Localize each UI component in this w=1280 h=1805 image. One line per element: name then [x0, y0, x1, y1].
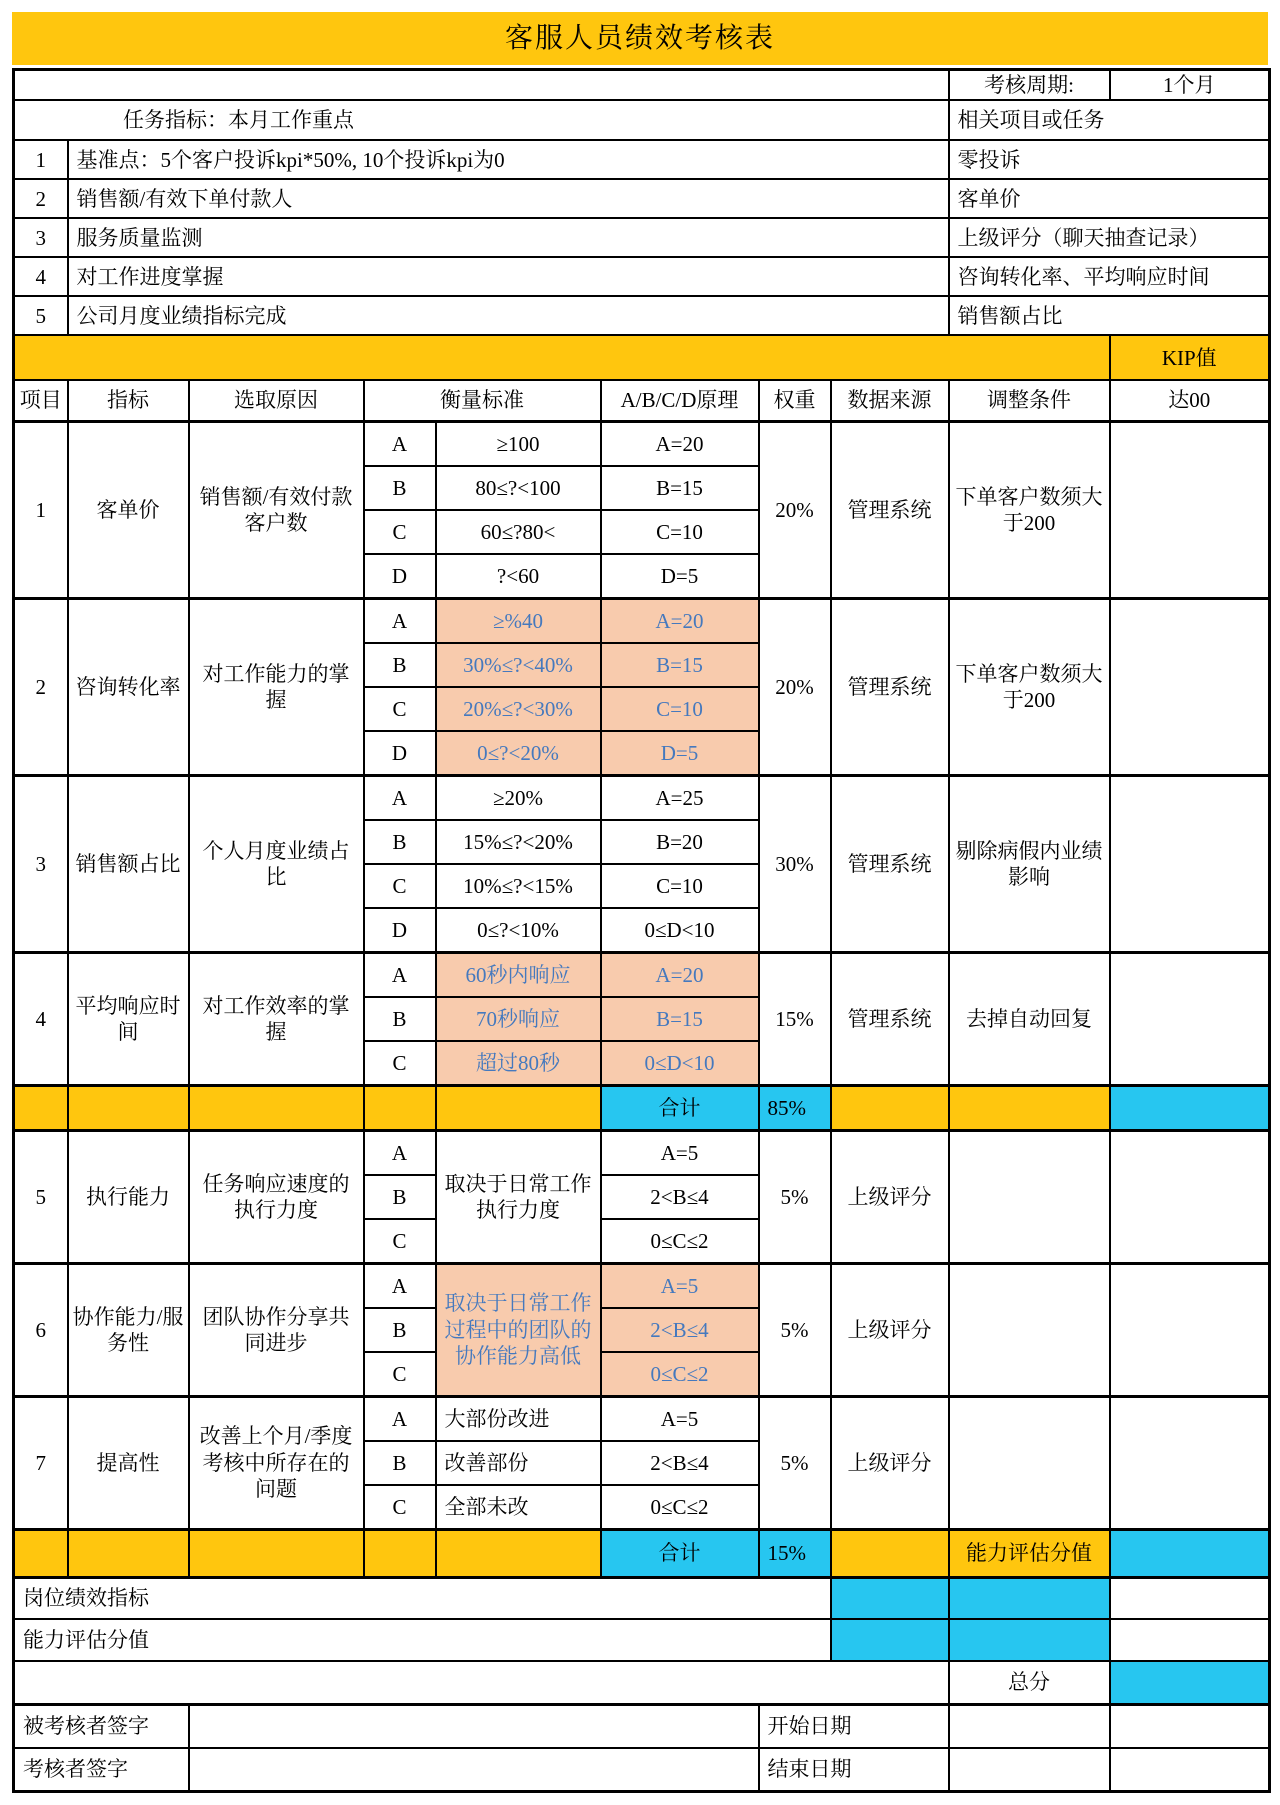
total-row [14, 1661, 1270, 1704]
task-row-content: 基准点：5个客户投诉kpi*50%, 10个投诉kpi为0 [68, 140, 949, 179]
signature-row [14, 1748, 1270, 1791]
block-reason: 改善上个月/季度考核中所存在的问题 [189, 1396, 364, 1529]
grade-letter: C [364, 1485, 436, 1530]
kip-value-cell [1110, 421, 1270, 598]
grade-letter: C [364, 1352, 436, 1397]
subtotal-filler [68, 1529, 189, 1577]
grade-principle: C=10 [601, 687, 759, 731]
grade-principle: B=15 [601, 997, 759, 1041]
end-date-label: 结束日期 [759, 1748, 949, 1791]
col-header-weight: 权重 [759, 380, 831, 421]
col-header-standard: 衡量标准 [364, 380, 601, 421]
empty-cell [1110, 1704, 1270, 1748]
task-row [14, 218, 1270, 257]
task-row-number: 5 [14, 296, 68, 335]
subtotal-row [14, 1085, 1270, 1130]
subtotal-filler [436, 1085, 601, 1130]
task-row-related: 上级评分（聊天抽查记录） [949, 218, 1270, 257]
grade-letter: B [364, 643, 436, 687]
signature-row [14, 1704, 1270, 1748]
block-source: 管理系统 [831, 421, 949, 598]
evaluation-table [12, 68, 1271, 1793]
subtotal-value: 15% [759, 1529, 831, 1577]
grade-letter: C [364, 687, 436, 731]
grade-letter: D [364, 554, 436, 599]
task-row-related: 销售额占比 [949, 296, 1270, 335]
task-row-related: 客单价 [949, 179, 1270, 218]
grade-letter: A [364, 1396, 436, 1441]
cycle-value: 1个月 [1110, 70, 1270, 101]
kip-value-cell [1110, 1396, 1270, 1529]
summary-row [14, 1577, 1270, 1619]
block-adjust [949, 1396, 1110, 1529]
grade-principle: A=20 [601, 952, 759, 997]
grade-principle: B=20 [601, 820, 759, 864]
reviewer-signature-label: 考核者签字 [14, 1748, 189, 1791]
block-weight: 30% [759, 775, 831, 952]
block-number: 3 [14, 775, 68, 952]
grade-principle: 0≤C≤2 [601, 1219, 759, 1264]
subtotal-filler [831, 1085, 949, 1130]
col-header-source: 数据来源 [831, 380, 949, 421]
block-weight: 15% [759, 952, 831, 1085]
empty-cell [14, 70, 949, 101]
kpi-block-row [14, 952, 1270, 997]
grade-letter: C [364, 1041, 436, 1086]
subtotal-kip-cell [1110, 1529, 1270, 1577]
grade-letter: A [364, 775, 436, 820]
block-number: 4 [14, 952, 68, 1085]
grade-letter: A [364, 1130, 436, 1175]
block-source: 上级评分 [831, 1263, 949, 1396]
grade-standard: ≥20% [436, 775, 601, 820]
empty-cell [14, 1661, 949, 1704]
subtotal-filler [436, 1529, 601, 1577]
grade-principle: A=25 [601, 775, 759, 820]
subtotal-filler [14, 1085, 68, 1130]
grade-principle: B=15 [601, 466, 759, 510]
subtotal-filler [949, 1085, 1110, 1130]
grade-standard: 30%≤?<40% [436, 643, 601, 687]
task-row [14, 179, 1270, 218]
block-weight: 20% [759, 598, 831, 775]
post-performance-label: 岗位绩效指标 [14, 1577, 831, 1619]
grade-principle: B=15 [601, 643, 759, 687]
block-indicator: 协作能力/服务性 [68, 1263, 189, 1396]
kip-value-cell [1110, 1263, 1270, 1396]
grade-standard: ≥%40 [436, 598, 601, 643]
grade-letter: C [364, 1219, 436, 1264]
grade-principle: A=5 [601, 1130, 759, 1175]
grade-principle: 0≤D<10 [601, 1041, 759, 1086]
grade-principle: 0≤C≤2 [601, 1352, 759, 1397]
grade-standard: 70秒响应 [436, 997, 601, 1041]
grade-standard: 60≤?80< [436, 510, 601, 554]
empty-cell [1110, 1619, 1270, 1661]
kpi-block-row [14, 1263, 1270, 1308]
end-date-cell [949, 1748, 1110, 1791]
grade-letter: A [364, 952, 436, 997]
block-weight: 5% [759, 1130, 831, 1263]
block-indicator: 咨询转化率 [68, 598, 189, 775]
grade-standard: 0≤?<20% [436, 731, 601, 776]
kip-value-cell [1110, 598, 1270, 775]
task-row-content: 销售额/有效下单付款人 [68, 179, 949, 218]
grade-letter: B [364, 820, 436, 864]
task-row [14, 296, 1270, 335]
subtotal-filler [189, 1085, 364, 1130]
block-adjust: 下单客户数须大于200 [949, 421, 1110, 598]
ability-score-header: 能力评估分值 [949, 1529, 1110, 1577]
block-adjust: 剔除病假内业绩影响 [949, 775, 1110, 952]
block-reason: 销售额/有效付款客户数 [189, 421, 364, 598]
block-source: 上级评分 [831, 1130, 949, 1263]
total-score-cell [1110, 1661, 1270, 1704]
reviewee-signature-cell [189, 1704, 759, 1748]
grade-letter: B [364, 1308, 436, 1352]
grade-principle: C=10 [601, 510, 759, 554]
grade-principle: 0≤C≤2 [601, 1485, 759, 1530]
ability-score-cell [949, 1619, 1110, 1661]
post-performance-score-cell [949, 1577, 1110, 1619]
post-performance-score-cell [831, 1577, 949, 1619]
task-row [14, 257, 1270, 296]
grade-standard: 大部份改进 [436, 1396, 601, 1441]
grade-letter: A [364, 598, 436, 643]
block-adjust: 下单客户数须大于200 [949, 598, 1110, 775]
task-row-content: 对工作进度掌握 [68, 257, 949, 296]
task-row-number: 4 [14, 257, 68, 296]
task-row-content: 服务质量监测 [68, 218, 949, 257]
grade-letter: B [364, 466, 436, 510]
grade-principle: A=20 [601, 421, 759, 466]
block-source: 管理系统 [831, 775, 949, 952]
grade-letter: D [364, 731, 436, 776]
task-row-number: 2 [14, 179, 68, 218]
grade-standard-merged: 取决于日常工作过程中的团队的协作能力高低 [436, 1263, 601, 1396]
kpi-block-row [14, 775, 1270, 820]
block-number: 1 [14, 421, 68, 598]
subtotal-value: 85% [759, 1085, 831, 1130]
task-indicator-header: 任务指标：本月工作重点 [14, 100, 949, 140]
block-reason: 团队协作分享共同进步 [189, 1263, 364, 1396]
block-reason: 对工作效率的掌握 [189, 952, 364, 1085]
subtotal-filler [831, 1529, 949, 1577]
grade-letter: A [364, 1263, 436, 1308]
block-weight: 20% [759, 421, 831, 598]
grade-letter: D [364, 908, 436, 953]
total-score-label: 总分 [949, 1661, 1110, 1704]
reviewee-signature-label: 被考核者签字 [14, 1704, 189, 1748]
grade-principle: A=20 [601, 598, 759, 643]
grade-principle: 2<B≤4 [601, 1308, 759, 1352]
subtotal-filler [14, 1529, 68, 1577]
block-number: 2 [14, 598, 68, 775]
kip-band-filler [14, 335, 1110, 380]
subtotal-label: 合计 [601, 1529, 759, 1577]
task-row-number: 3 [14, 218, 68, 257]
block-number: 7 [14, 1396, 68, 1529]
block-indicator: 客单价 [68, 421, 189, 598]
subtotal-label: 合计 [601, 1085, 759, 1130]
grade-principle: 2<B≤4 [601, 1175, 759, 1219]
summary-row [14, 1619, 1270, 1661]
subtotal-filler [364, 1529, 436, 1577]
block-adjust [949, 1130, 1110, 1263]
grade-letter: C [364, 510, 436, 554]
block-reason: 任务响应速度的执行力度 [189, 1130, 364, 1263]
start-date-cell [949, 1704, 1110, 1748]
grade-standard: 0≤?<10% [436, 908, 601, 953]
grade-letter: B [364, 997, 436, 1041]
block-indicator: 提高性 [68, 1396, 189, 1529]
kpi-block-row [14, 598, 1270, 643]
block-source: 上级评分 [831, 1396, 949, 1529]
grade-standard: 20%≤?<30% [436, 687, 601, 731]
block-source: 管理系统 [831, 952, 949, 1085]
kip-value-cell [1110, 952, 1270, 1085]
block-number: 6 [14, 1263, 68, 1396]
block-adjust: 去掉自动回复 [949, 952, 1110, 1085]
task-row-number: 1 [14, 140, 68, 179]
task-row-related: 零投诉 [949, 140, 1270, 179]
grade-letter: A [364, 421, 436, 466]
grade-standard: 超过80秒 [436, 1041, 601, 1086]
block-indicator: 销售额占比 [68, 775, 189, 952]
task-row [14, 140, 1270, 179]
block-source: 管理系统 [831, 598, 949, 775]
block-reason: 对工作能力的掌握 [189, 598, 364, 775]
grade-standard: 80≤?<100 [436, 466, 601, 510]
kip-value-cell [1110, 1130, 1270, 1263]
col-header-principle: A/B/C/D原理 [601, 380, 759, 421]
block-reason: 个人月度业绩占比 [189, 775, 364, 952]
grade-standard: ≥100 [436, 421, 601, 466]
block-number: 5 [14, 1130, 68, 1263]
col-header-indicator: 指标 [68, 380, 189, 421]
subtotal-kip-cell [1110, 1085, 1270, 1130]
grade-principle: A=5 [601, 1396, 759, 1441]
grade-principle: A=5 [601, 1263, 759, 1308]
col-header-kip: 达00 [1110, 380, 1270, 421]
grade-standard: 改善部份 [436, 1441, 601, 1485]
subtotal-filler [364, 1085, 436, 1130]
grade-letter: B [364, 1441, 436, 1485]
ability-score-cell [831, 1619, 949, 1661]
grade-standard: 60秒内响应 [436, 952, 601, 997]
empty-cell [1110, 1577, 1270, 1619]
subtotal-filler [189, 1529, 364, 1577]
kpi-block-row [14, 1396, 1270, 1441]
block-weight: 5% [759, 1396, 831, 1529]
block-indicator: 平均响应时间 [68, 952, 189, 1085]
col-header-item: 项目 [14, 380, 68, 421]
grade-standard: ?<60 [436, 554, 601, 599]
col-header-reason: 选取原因 [189, 380, 364, 421]
grade-standard: 15%≤?<20% [436, 820, 601, 864]
col-header-adjust: 调整条件 [949, 380, 1110, 421]
task-row-related: 咨询转化率、平均响应时间 [949, 257, 1270, 296]
kip-band-label: KIP值 [1110, 335, 1270, 380]
kpi-block-row [14, 421, 1270, 466]
subtotal-row [14, 1529, 1270, 1577]
empty-cell [1110, 1748, 1270, 1791]
kip-value-cell [1110, 775, 1270, 952]
ability-score-label: 能力评估分值 [14, 1619, 831, 1661]
grade-letter: B [364, 1175, 436, 1219]
grade-principle: D=5 [601, 731, 759, 776]
grade-principle: 2<B≤4 [601, 1441, 759, 1485]
related-project-header: 相关项目或任务 [949, 100, 1270, 140]
grade-principle: C=10 [601, 864, 759, 908]
block-indicator: 执行能力 [68, 1130, 189, 1263]
form-title: 客服人员绩效考核表 [12, 12, 1268, 65]
grade-principle: 0≤D<10 [601, 908, 759, 953]
task-row-content: 公司月度业绩指标完成 [68, 296, 949, 335]
cycle-label: 考核周期: [949, 70, 1110, 101]
grade-principle: D=5 [601, 554, 759, 599]
subtotal-filler [68, 1085, 189, 1130]
kpi-block-row [14, 1130, 1270, 1175]
grade-standard-merged: 取决于日常工作执行力度 [436, 1130, 601, 1263]
grade-standard: 全部未改 [436, 1485, 601, 1530]
grade-standard: 10%≤?<15% [436, 864, 601, 908]
reviewer-signature-cell [189, 1748, 759, 1791]
start-date-label: 开始日期 [759, 1704, 949, 1748]
block-weight: 5% [759, 1263, 831, 1396]
block-adjust [949, 1263, 1110, 1396]
grade-letter: C [364, 864, 436, 908]
